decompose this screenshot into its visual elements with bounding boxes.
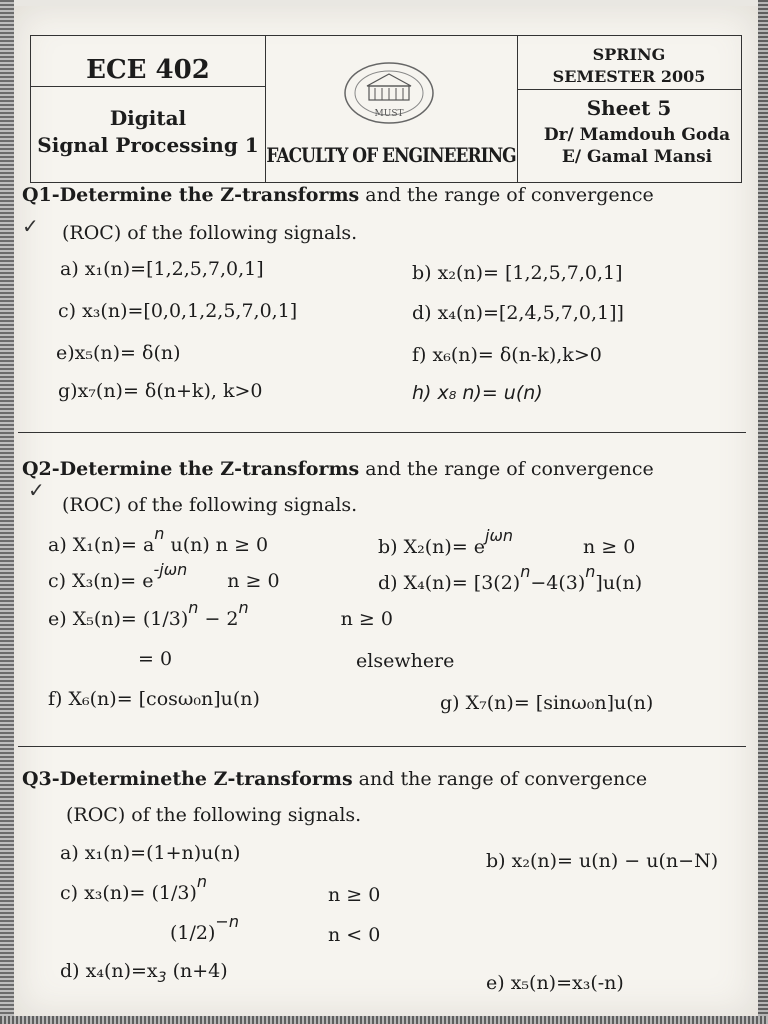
section-divider <box>18 746 746 747</box>
q2-item-c: c) $X_3(n)= e^{-j\omega n}n \ge 0$ <box>48 560 280 592</box>
checkmark-icon: ✓ <box>22 214 39 238</box>
q1-item-g: g)x₇(n)= δ(n+k), k>0 <box>58 380 263 402</box>
course-title-line1: Digital <box>109 106 187 130</box>
course-code: ECE 402 <box>86 55 210 85</box>
semester-line2: SEMESTER 2005 <box>552 67 706 86</box>
q3-item-a: a) x₁(n)=(1+n)u(n) <box>60 842 241 864</box>
q2-intro: (ROC) of the following signals. <box>62 494 358 516</box>
q3-item-c-cond2: n < 0 <box>328 924 381 946</box>
header-divider <box>31 86 265 87</box>
page-edge-bottom <box>0 1016 768 1024</box>
header-table <box>30 35 742 183</box>
svg-text:MUST: MUST <box>374 109 404 119</box>
q1-intro: (ROC) of the following signals. <box>62 222 358 244</box>
q3-heading: Q3-Determinethe Z-transforms and the range of convergence <box>22 768 648 790</box>
q3-item-c-cond1: n ≥ 0 <box>328 884 381 906</box>
q1-item-a: a) x₁(n)=[1,2,5,7,0,1] <box>60 258 264 280</box>
semester-line1: SPRING <box>592 45 666 64</box>
q2-item-d: d) $X_4(n)= [3(2)^n-4(3)^n]u(n)$ <box>378 562 643 594</box>
page-edge-left <box>0 0 14 1024</box>
q1-item-f: f) x₆(n)= δ(n-k),k>0 <box>412 344 602 366</box>
checkmark-icon: ✓ <box>28 478 45 502</box>
q1-item-c: c) x₃(n)=[0,0,1,2,5,7,0,1] <box>58 300 298 322</box>
section-divider <box>18 432 746 433</box>
q2-item-g: g) X₇(n)= [sinω₀n]u(n) <box>440 692 654 714</box>
q1-heading: Q1-Determine the Z-transforms and the range of convergence <box>22 184 654 206</box>
instructors <box>517 124 749 168</box>
q2-item-b: b) $X_2(n)= e^{j\omega n}n \ge 0$ <box>378 526 636 558</box>
page-edge-right <box>758 0 768 1024</box>
university-logo <box>341 58 437 128</box>
sheet-number: Sheet 5 <box>586 96 672 120</box>
q2-heading: Q2-Determine the Z-transforms and the range of convergence <box>22 458 654 480</box>
q1-item-b: b) x₂(n)= [1,2,5,7,0,1] <box>412 262 623 284</box>
q3-item-b: b) x₂(n)= u(n) − u(n−N) <box>486 850 719 872</box>
course-title <box>31 91 265 159</box>
faculty-name: FACULTY OF ENGINEERING <box>266 144 516 168</box>
q2-item-e-else-label: elsewhere <box>356 650 455 672</box>
instructor-name: Dr/ Mamdouh Goda <box>543 125 731 145</box>
q2-item-e: e) $X_5(n)= (1/3)^n - 2^nn \ge 0$ <box>48 598 393 630</box>
q2-item-e-else: = 0 <box>138 648 173 670</box>
q2-item-a: a) $X_1(n)= a^n$ u(n) n ≥ 0 <box>48 524 269 556</box>
semester <box>517 44 741 88</box>
q3-item-c: c) $x_3(n)= (1/3)^n$ <box>60 872 207 904</box>
q1-item-h: h) x₈ n)= u(n) <box>412 382 543 404</box>
q3-intro: (ROC) of the following signals. <box>66 804 362 826</box>
q3-item-d: d) $x_4(n)=x_3$ (n+4) <box>60 960 228 986</box>
q3-item-c-case2: $(1/2)^{-n}$ <box>170 912 239 944</box>
header-divider <box>517 89 741 90</box>
instructor-name: E/ Gamal Mansi <box>561 147 713 167</box>
q3-item-e: e) x₅(n)=x₃(-n) <box>486 972 624 994</box>
q1-item-e: e)x₅(n)= δ(n) <box>56 342 181 364</box>
q1-item-d: d) x₄(n)=[2,4,5,7,0,1]] <box>412 302 624 324</box>
course-title-line2: Signal Processing 1 <box>37 133 259 157</box>
q2-item-f: f) X₆(n)= [cosω₀n]u(n) <box>48 688 260 710</box>
